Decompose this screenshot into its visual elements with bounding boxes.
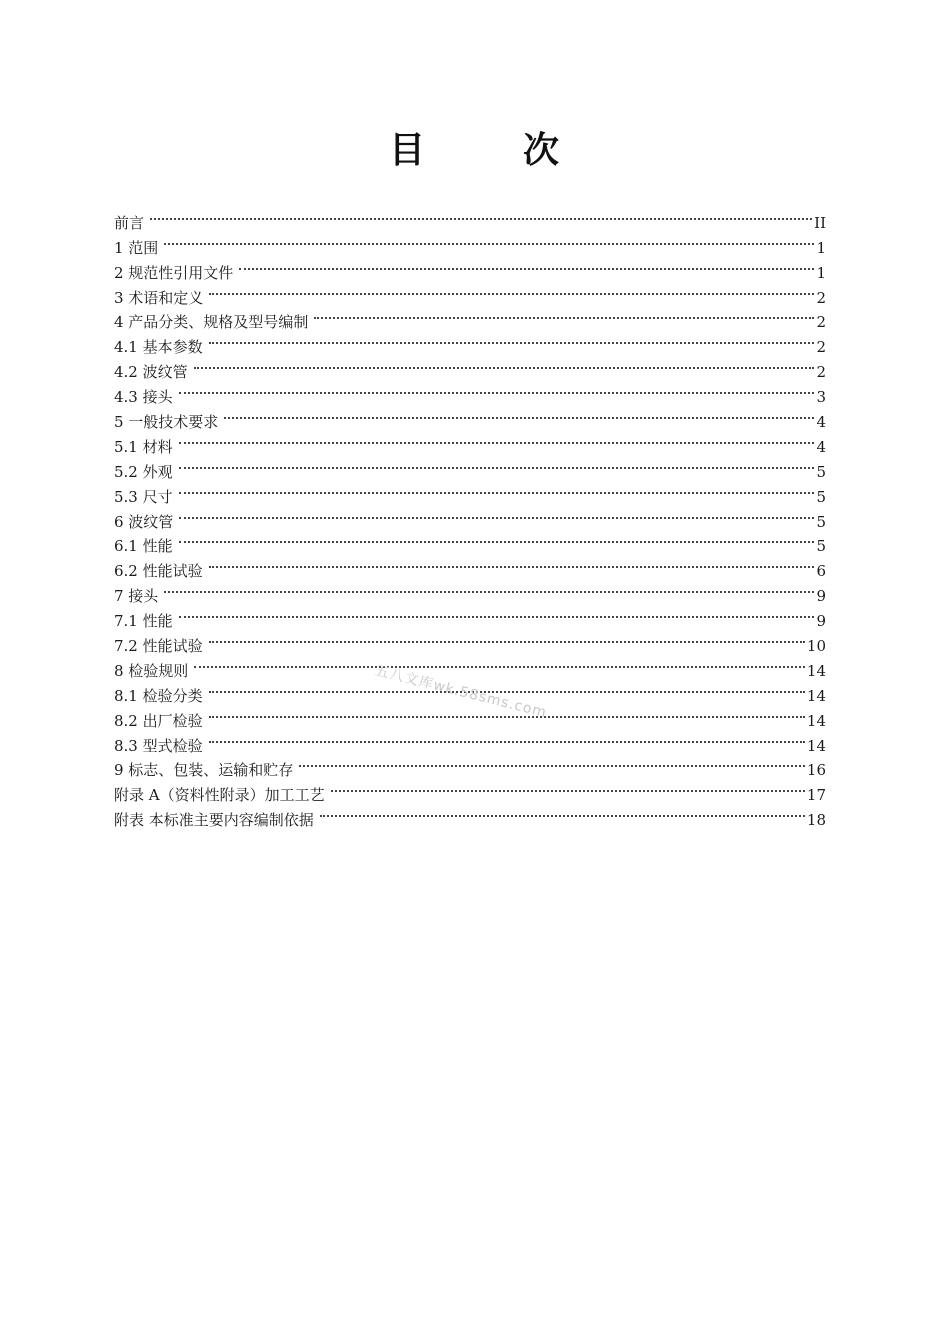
toc-entry[interactable] xyxy=(114,701,826,730)
toc-entry-label: 9 标志、包装、运输和贮存 xyxy=(114,761,294,780)
toc-dot-leader xyxy=(224,402,814,427)
toc-entry-page-number: 14 xyxy=(806,686,826,705)
toc-entry[interactable] xyxy=(114,601,826,631)
toc-entry-page-number: 14 xyxy=(806,711,826,730)
page-title xyxy=(0,122,950,173)
toc-entry-label: 5.2 外观 xyxy=(114,462,173,481)
toc-dot-leader xyxy=(194,651,805,676)
toc-dot-leader xyxy=(209,726,805,751)
toc-entry[interactable] xyxy=(114,278,826,307)
toc-entry-label: 1 范围 xyxy=(114,238,159,257)
toc-dot-leader xyxy=(179,452,814,477)
toc-entry-label: 2 规范性引用文件 xyxy=(114,263,234,282)
toc-entry-page-number: 5 xyxy=(816,487,826,506)
toc-entry[interactable] xyxy=(114,751,826,780)
toc-dot-leader xyxy=(194,352,814,377)
toc-entry-page-number: 4 xyxy=(816,413,826,432)
toc-entry[interactable] xyxy=(114,551,826,581)
toc-entry[interactable] xyxy=(114,626,826,656)
toc-entry-page-number: 9 xyxy=(816,587,826,606)
toc-dot-leader xyxy=(179,502,814,527)
toc-entry-page-number: II xyxy=(814,213,826,232)
toc-entry-page-number: 1 xyxy=(816,263,826,282)
toc-entry-label: 8.3 型式检验 xyxy=(114,736,203,755)
toc-entry[interactable] xyxy=(114,527,826,556)
toc-entry-label: 附录 A（资料性附录）加工工艺 xyxy=(114,786,325,805)
toc-entry-label: 7 接头 xyxy=(114,587,159,606)
toc-entry-label: 附表 本标准主要内容编制依据 xyxy=(114,811,314,830)
toc-dot-leader xyxy=(179,477,814,502)
toc-entry-page-number: 14 xyxy=(806,736,826,755)
toc-dot-leader xyxy=(239,253,814,278)
toc-entry-page-number: 18 xyxy=(806,811,826,830)
toc-entry-label: 5.3 尺寸 xyxy=(114,487,173,506)
toc-dot-leader xyxy=(150,203,812,228)
toc-entry-label: 6.2 性能试验 xyxy=(114,562,203,581)
toc-dot-leader xyxy=(209,278,814,303)
toc-dot-leader xyxy=(209,327,814,352)
title-char-2: 次 xyxy=(523,130,562,171)
toc-entry-label: 6 波纹管 xyxy=(114,512,174,531)
title-char-1: 目 xyxy=(388,130,427,171)
toc-entry-page-number: 5 xyxy=(816,512,826,531)
table-of-contents xyxy=(114,203,826,830)
toc-entry-label: 4.3 接头 xyxy=(114,388,173,407)
toc-dot-leader xyxy=(179,527,814,552)
toc-dot-leader xyxy=(179,427,814,452)
toc-dot-leader xyxy=(320,800,805,825)
toc-entry-page-number: 1 xyxy=(816,238,826,257)
toc-entry-label: 8.1 检验分类 xyxy=(114,686,203,705)
toc-entry-label: 7.2 性能试验 xyxy=(114,637,203,656)
toc-entry-label: 8 检验规则 xyxy=(114,661,189,680)
toc-dot-leader xyxy=(164,228,814,253)
toc-entry-label: 4 产品分类、规格及型号编制 xyxy=(114,313,309,332)
toc-dot-leader xyxy=(164,576,814,601)
toc-entry[interactable] xyxy=(114,303,826,332)
toc-entry[interactable] xyxy=(114,203,826,232)
toc-entry-page-number: 3 xyxy=(816,388,826,407)
toc-entry[interactable] xyxy=(114,402,826,432)
watermark: 五八文库wk.58sms.com xyxy=(373,662,549,722)
toc-entry-page-number: 5 xyxy=(816,462,826,481)
toc-dot-leader xyxy=(331,775,805,800)
toc-entry-page-number: 9 xyxy=(816,612,826,631)
toc-entry[interactable] xyxy=(114,427,826,456)
toc-entry[interactable] xyxy=(114,477,826,506)
toc-entry-label: 7.1 性能 xyxy=(114,612,173,631)
toc-dot-leader xyxy=(299,751,805,776)
toc-entry-label: 6.1 性能 xyxy=(114,537,173,556)
toc-entry[interactable] xyxy=(114,228,826,257)
toc-entry-page-number: 2 xyxy=(816,338,826,357)
toc-entry-label: 前言 xyxy=(114,213,145,232)
toc-entry-page-number: 17 xyxy=(806,786,826,805)
toc-entry[interactable] xyxy=(114,452,826,481)
toc-entry-label: 4.1 基本参数 xyxy=(114,338,203,357)
toc-dot-leader xyxy=(209,626,805,651)
toc-entry[interactable] xyxy=(114,253,826,282)
toc-entry[interactable] xyxy=(114,327,826,357)
toc-dot-leader xyxy=(209,551,814,576)
toc-entry-page-number: 16 xyxy=(806,761,826,780)
toc-entry[interactable] xyxy=(114,651,826,680)
toc-entry-label: 5 一般技术要求 xyxy=(114,413,219,432)
toc-dot-leader xyxy=(179,601,814,626)
toc-entry-label: 4.2 波纹管 xyxy=(114,363,188,382)
toc-entry-page-number: 10 xyxy=(806,637,826,656)
toc-entry-page-number: 14 xyxy=(806,661,826,680)
toc-entry-page-number: 5 xyxy=(816,537,826,556)
toc-dot-leader xyxy=(179,377,814,402)
toc-entry[interactable] xyxy=(114,726,826,755)
toc-entry-page-number: 2 xyxy=(816,288,826,307)
toc-entry-page-number: 2 xyxy=(816,313,826,332)
toc-dot-leader xyxy=(314,303,814,328)
toc-entry[interactable] xyxy=(114,352,826,382)
toc-entry-page-number: 6 xyxy=(816,562,826,581)
toc-entry-label: 5.1 材料 xyxy=(114,437,173,456)
toc-entry[interactable] xyxy=(114,377,826,407)
toc-entry[interactable] xyxy=(114,576,826,606)
toc-entry-page-number: 4 xyxy=(816,437,826,456)
toc-entry-page-number: 2 xyxy=(816,363,826,382)
toc-entry-label: 3 术语和定义 xyxy=(114,288,204,307)
toc-entry[interactable] xyxy=(114,502,826,531)
toc-entry-label: 8.2 出厂检验 xyxy=(114,711,203,730)
